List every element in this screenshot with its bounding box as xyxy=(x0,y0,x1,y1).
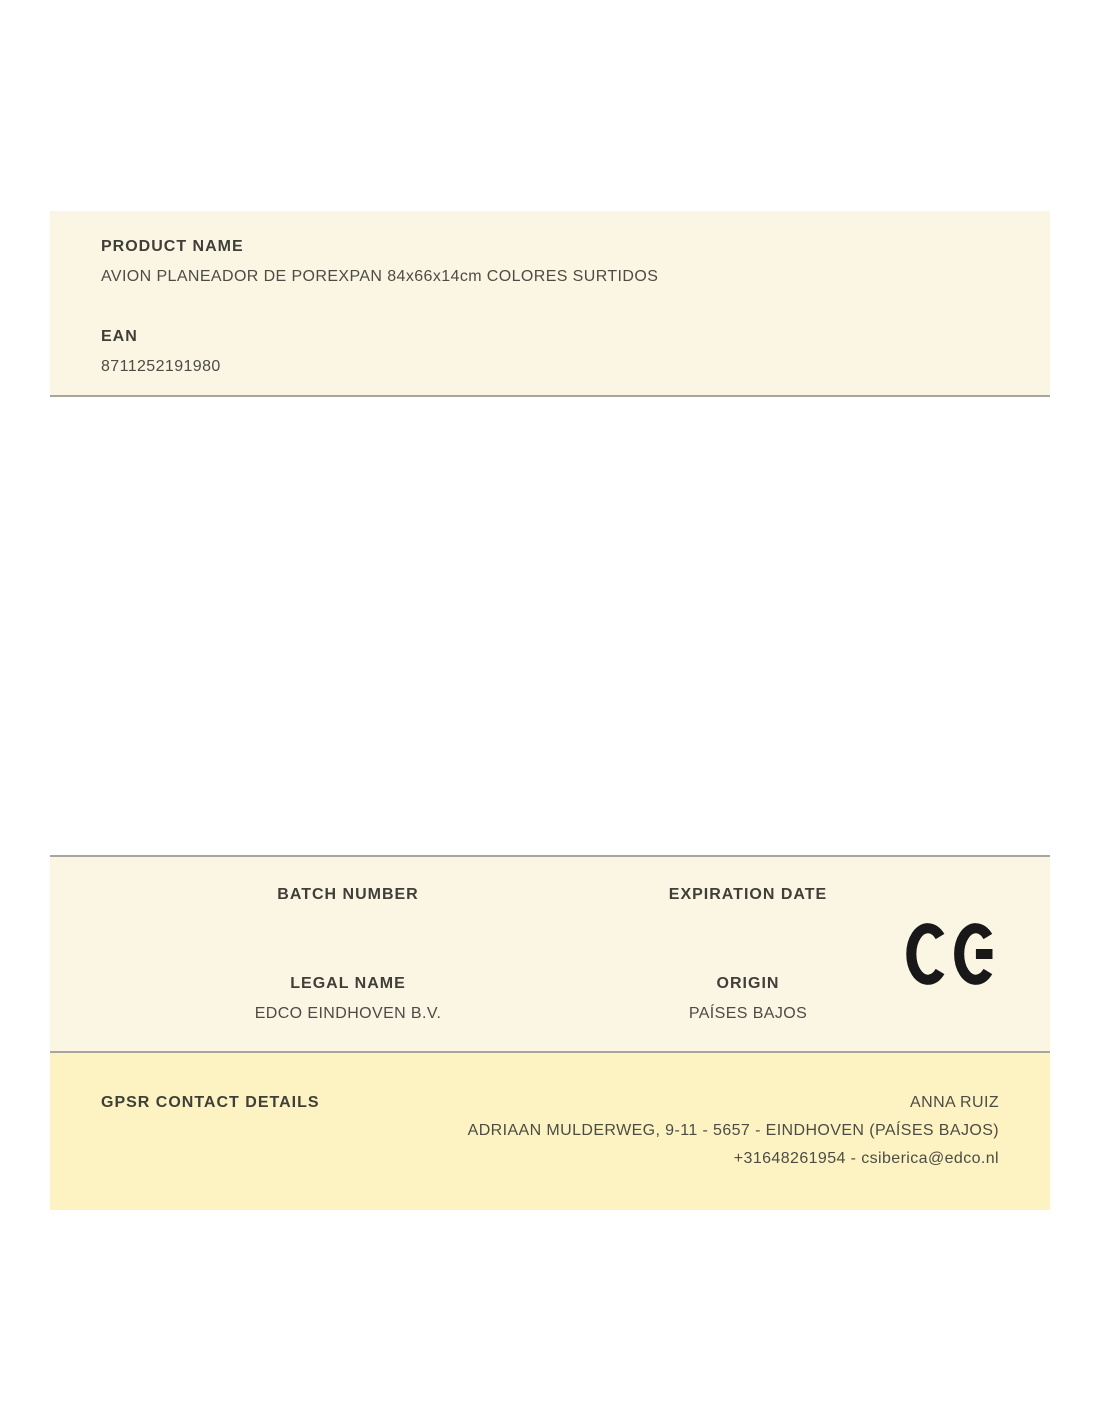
origin-label: ORIGIN xyxy=(716,975,780,992)
gpsr-contact-block xyxy=(468,1089,999,1173)
ean-value: 8711252191980 xyxy=(101,358,221,375)
gpsr-contact-address: ADRIAAN MULDERWEG, 9-11 - 5657 - EINDHOVEN (PAÍSES BAJOS) xyxy=(467,1122,999,1139)
gpsr-contact-details-label: GPSR CONTACT DETAILS xyxy=(101,1094,320,1111)
product-name-field xyxy=(101,238,658,286)
product-name-value: AVION PLANEADOR DE POREXPAN 84x66x14cm COLORES SURTIDOS xyxy=(101,268,659,285)
legal-name-value: EDCO EINDHOVEN B.V. xyxy=(254,1005,442,1022)
legal-name-label: LEGAL NAME xyxy=(290,975,406,992)
origin-value: PAÍSES BAJOS xyxy=(688,1005,808,1022)
ean-label: EAN xyxy=(101,328,138,345)
ce-marking-icon xyxy=(906,921,998,987)
ean-field xyxy=(101,328,221,376)
product-name-label: PRODUCT NAME xyxy=(101,238,244,255)
product-section xyxy=(50,211,1050,397)
expiration-date-label: EXPIRATION DATE xyxy=(668,886,828,903)
gpsr-section xyxy=(50,1053,1050,1210)
traceability-section xyxy=(50,855,1050,1053)
gpsr-contact-name: ANNA RUIZ xyxy=(910,1094,999,1111)
batch-number-label: BATCH NUMBER xyxy=(277,886,419,903)
gpsr-contact-phone-email: +31648261954 - csiberica@edco.nl xyxy=(733,1150,999,1167)
